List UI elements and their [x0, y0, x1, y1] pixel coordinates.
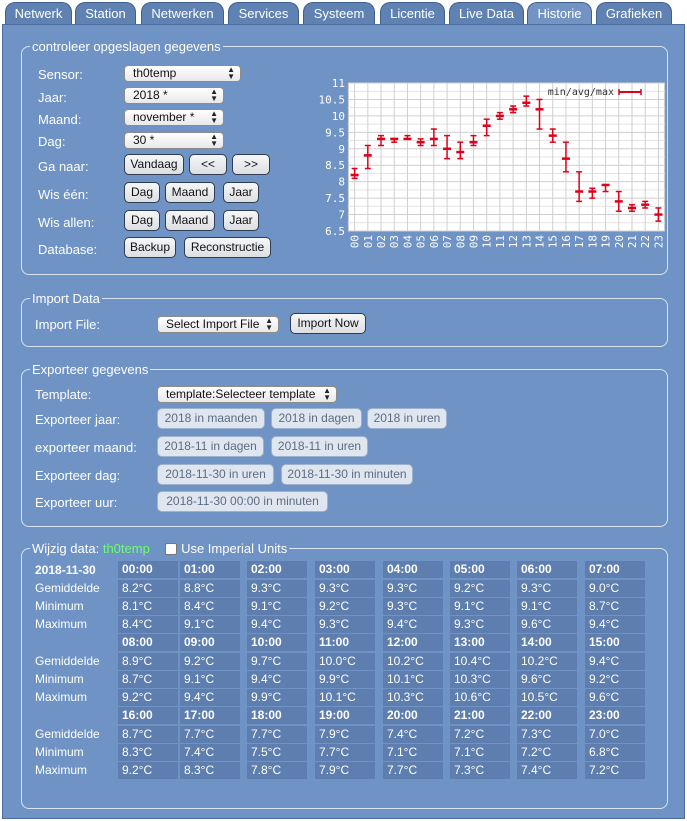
average-value-cell[interactable]: 8.7°C	[118, 726, 178, 743]
hour-header: 03:00	[315, 561, 375, 578]
maximum-value-cell[interactable]: 9.3°C	[450, 616, 510, 633]
average-value-cell[interactable]: 9.7°C	[247, 653, 307, 670]
minimum-value-cell[interactable]: 9.1°C	[247, 598, 307, 615]
x-tick-label: 09	[467, 235, 481, 249]
y-tick-label: 10.5	[318, 93, 345, 107]
x-tick-label: 17	[573, 235, 587, 249]
export-day-label: Exporteer dag:	[35, 468, 121, 483]
clear-one-day-button[interactable]: Dag	[124, 182, 160, 203]
export-legend: Exporteer gegevens	[32, 362, 149, 377]
x-tick-label: 18	[586, 235, 600, 249]
minimum-value-cell[interactable]: 8.3°C	[118, 744, 178, 761]
clear-all-label: Wis allen:	[38, 215, 95, 230]
minimum-value-cell[interactable]: 9.2°C	[585, 671, 645, 688]
tab-licentie[interactable]: Licentie	[380, 2, 445, 24]
x-tick-label: 23	[652, 235, 666, 249]
y-tick-label: 9.5	[325, 126, 345, 140]
tab-services[interactable]: Services	[228, 2, 299, 24]
average-value-cell[interactable]: 10.0°C	[315, 653, 375, 670]
row-label-minimum: Minimum	[35, 599, 84, 613]
export-hour-minutes-button[interactable]: 2018-11-30 00:00 in minuten	[157, 491, 328, 512]
minimum-value-cell[interactable]: 7.4°C	[180, 744, 240, 761]
clear-all-month-button[interactable]: Maand	[165, 210, 215, 231]
minimum-value-cell[interactable]: 7.2°C	[517, 744, 577, 761]
hour-header: 23:00	[585, 707, 645, 724]
average-value-cell[interactable]: 9.2°C	[180, 653, 240, 670]
maximum-value-cell[interactable]: 8.4°C	[118, 616, 178, 633]
year-select-value: 2018 *	[133, 88, 168, 102]
import-file-select-value: Select Import File	[166, 317, 260, 331]
average-value-cell[interactable]: 9.4°C	[585, 653, 645, 670]
minimum-value-cell[interactable]: 9.9°C	[315, 671, 375, 688]
maximum-value-cell[interactable]: 9.2°C	[118, 689, 178, 706]
today-button[interactable]: Vandaag	[124, 154, 184, 175]
y-tick-label: 7	[338, 208, 345, 222]
maximum-value-cell[interactable]: 9.4°C	[585, 616, 645, 633]
sensor-select[interactable]	[124, 65, 241, 82]
day-label: Dag:	[38, 134, 66, 149]
row-label-average: Gemiddelde	[35, 727, 100, 741]
maximum-value-cell[interactable]: 7.8°C	[247, 762, 307, 779]
tab-bar	[0, 0, 687, 24]
average-value-cell[interactable]: 9.3°C	[315, 580, 375, 597]
day-select-value: 30 *	[133, 133, 155, 147]
month-select-value: november *	[133, 110, 195, 124]
legend-label: min/avg/max	[547, 87, 614, 98]
y-tick-label: 7.5	[325, 192, 345, 206]
maximum-value-cell[interactable]: 7.7°C	[383, 762, 443, 779]
tab-netwerk[interactable]: Netwerk	[5, 2, 72, 24]
y-tick-label: 11	[331, 77, 345, 90]
export-month-label: exporteer maand:	[35, 440, 137, 455]
export-month-days-button[interactable]: 2018-11 in dagen	[157, 436, 264, 457]
temperature-chart	[318, 77, 666, 295]
tab-grafieken[interactable]: Grafieken	[596, 2, 672, 24]
hour-header: 18:00	[247, 707, 307, 724]
sensor-label: Sensor:	[38, 67, 83, 82]
minimum-value-cell[interactable]: 9.1°C	[517, 598, 577, 615]
average-value-cell[interactable]: 9.3°C	[383, 580, 443, 597]
select-arrows-icon: ▲ ▼	[323, 386, 331, 402]
maximum-value-cell[interactable]: 10.6°C	[450, 689, 510, 706]
tab-netwerken[interactable]: Netwerken	[141, 2, 224, 24]
maximum-value-cell[interactable]: 10.3°C	[383, 689, 443, 706]
y-tick-label: 10	[331, 109, 345, 123]
database-label: Database:	[38, 242, 98, 257]
edit-data-sensor: th0temp	[102, 541, 150, 556]
maximum-value-cell[interactable]: 9.1°C	[180, 616, 240, 633]
hour-header: 11:00	[315, 634, 375, 651]
minimum-value-cell[interactable]: 10.1°C	[383, 671, 443, 688]
x-tick-label: 08	[454, 235, 468, 249]
edit-data-legend-prefix: Wijzig data:	[32, 541, 100, 556]
x-tick-label: 22	[639, 235, 653, 249]
y-tick-label: 8.5	[325, 159, 345, 173]
day-select[interactable]	[124, 132, 224, 149]
hour-header: 08:00	[118, 634, 178, 651]
clear-all-year-button[interactable]: Jaar	[223, 210, 259, 231]
maximum-value-cell[interactable]: 9.4°C	[247, 616, 307, 633]
hour-header: 10:00	[247, 634, 307, 651]
x-tick-label: 03	[388, 235, 402, 249]
rebuild-button[interactable]: Reconstructie	[184, 237, 271, 258]
maximum-value-cell[interactable]: 9.6°C	[517, 616, 577, 633]
year-select[interactable]	[124, 87, 224, 104]
hour-header: 21:00	[450, 707, 510, 724]
maximum-value-cell[interactable]: 10.5°C	[517, 689, 577, 706]
import-now-button[interactable]: Import Now	[290, 313, 366, 334]
tab-station[interactable]: Station	[75, 2, 136, 24]
average-value-cell[interactable]: 10.2°C	[517, 653, 577, 670]
hour-header: 07:00	[585, 561, 645, 578]
hour-header: 04:00	[383, 561, 443, 578]
x-tick-label: 14	[533, 235, 547, 249]
next-button[interactable]: >>	[232, 154, 270, 175]
average-value-cell[interactable]: 9.0°C	[585, 580, 645, 597]
main-panel	[2, 24, 685, 819]
year-label: Jaar:	[38, 90, 67, 105]
average-value-cell[interactable]: 7.9°C	[315, 726, 375, 743]
average-value-cell[interactable]: 7.4°C	[383, 726, 443, 743]
hour-header: 09:00	[180, 634, 240, 651]
x-tick-label: 04	[401, 235, 415, 249]
average-value-cell[interactable]: 7.3°C	[517, 726, 577, 743]
export-hour-label: Exporteer uur:	[35, 495, 118, 510]
select-arrows-icon: ▲ ▼	[210, 109, 218, 125]
average-value-cell[interactable]: 9.2°C	[450, 580, 510, 597]
x-tick-label: 13	[520, 235, 534, 249]
x-tick-label: 02	[375, 235, 389, 249]
average-value-cell[interactable]: 10.2°C	[383, 653, 443, 670]
stored-data-legend: controleer opgeslagen gegevens	[32, 39, 221, 54]
hour-header: 05:00	[450, 561, 510, 578]
y-tick-label: 8	[338, 175, 345, 189]
maximum-value-cell[interactable]: 8.3°C	[180, 762, 240, 779]
maximum-value-cell[interactable]: 10.1°C	[315, 689, 375, 706]
imperial-units-label: Use Imperial Units	[181, 541, 288, 556]
edit-data-legend	[30, 541, 289, 556]
month-label: Maand:	[38, 112, 82, 127]
minimum-value-cell[interactable]: 9.4°C	[247, 671, 307, 688]
export-year-label: Exporteer jaar:	[35, 412, 121, 427]
hour-header: 06:00	[517, 561, 577, 578]
average-value-cell[interactable]: 8.2°C	[118, 580, 178, 597]
minimum-value-cell[interactable]: 7.5°C	[247, 744, 307, 761]
average-value-cell[interactable]: 8.9°C	[118, 653, 178, 670]
minimum-value-cell[interactable]: 8.7°C	[585, 598, 645, 615]
export-year-hours-button[interactable]: 2018 in uren	[367, 408, 447, 429]
maximum-value-cell[interactable]: 7.4°C	[517, 762, 577, 779]
minimum-value-cell[interactable]: 8.1°C	[118, 598, 178, 615]
y-tick-label: 9	[338, 142, 345, 156]
x-tick-label: 11	[493, 235, 507, 249]
row-label-maximum: Maximum	[35, 690, 88, 704]
hour-header: 17:00	[180, 707, 240, 724]
minimum-value-cell[interactable]: 9.1°C	[180, 671, 240, 688]
hour-header: 12:00	[383, 634, 443, 651]
row-label-minimum: Minimum	[35, 745, 84, 759]
x-tick-label: 00	[348, 235, 362, 249]
select-arrows-icon: ▲ ▼	[210, 132, 218, 148]
hour-header: 14:00	[517, 634, 577, 651]
minimum-value-cell[interactable]: 7.1°C	[450, 744, 510, 761]
backup-button[interactable]: Backup	[124, 237, 176, 258]
x-tick-label: 15	[546, 235, 560, 249]
hour-header: 01:00	[180, 561, 240, 578]
minimum-value-cell[interactable]: 10.3°C	[450, 671, 510, 688]
import-file-label: Import File:	[35, 317, 101, 332]
x-tick-label: 16	[559, 235, 573, 249]
average-value-cell[interactable]: 7.2°C	[450, 726, 510, 743]
average-value-cell[interactable]: 7.7°C	[180, 726, 240, 743]
hour-header: 02:00	[247, 561, 307, 578]
maximum-value-cell[interactable]: 7.2°C	[585, 762, 645, 779]
minimum-value-cell[interactable]: 8.7°C	[118, 671, 178, 688]
y-tick-label: 6.5	[325, 225, 345, 238]
select-arrows-icon: ▲ ▼	[265, 316, 273, 332]
tab-live-data[interactable]: Live Data	[449, 2, 524, 24]
x-tick-label: 19	[599, 235, 613, 249]
minimum-value-cell[interactable]: 6.8°C	[585, 744, 645, 761]
average-value-cell[interactable]: 9.3°C	[517, 580, 577, 597]
hour-header: 15:00	[585, 634, 645, 651]
sensor-select-value: th0temp	[133, 66, 177, 80]
export-day-hours-button[interactable]: 2018-11-30 in uren	[157, 464, 274, 485]
previous-button[interactable]: <<	[189, 154, 227, 175]
select-arrows-icon: ▲ ▼	[210, 87, 218, 103]
minimum-value-cell[interactable]: 7.1°C	[383, 744, 443, 761]
row-label-average: Gemiddelde	[35, 654, 100, 668]
hour-header: 13:00	[450, 634, 510, 651]
minimum-value-cell[interactable]: 9.2°C	[315, 598, 375, 615]
clear-one-label: Wis één:	[38, 187, 89, 202]
tab-systeem[interactable]: Systeem	[303, 2, 375, 24]
minimum-value-cell[interactable]: 9.6°C	[517, 671, 577, 688]
import-legend: Import Data	[32, 291, 100, 306]
maximum-value-cell[interactable]: 9.3°C	[315, 616, 375, 633]
export-year-days-button[interactable]: 2018 in dagen	[271, 408, 362, 429]
x-tick-label: 21	[625, 235, 639, 249]
maximum-value-cell[interactable]: 9.4°C	[383, 616, 443, 633]
clear-one-month-button[interactable]: Maand	[165, 182, 215, 203]
export-month-hours-button[interactable]: 2018-11 in uren	[271, 436, 368, 457]
maximum-value-cell[interactable]: 9.9°C	[247, 689, 307, 706]
select-arrows-icon: ▲ ▼	[227, 65, 235, 81]
x-tick-label: 10	[480, 235, 494, 249]
maximum-value-cell[interactable]: 9.2°C	[118, 762, 178, 779]
imperial-units-checkbox[interactable]	[165, 543, 177, 555]
x-tick-label: 06	[427, 235, 441, 249]
hour-header: 19:00	[315, 707, 375, 724]
x-tick-label: 05	[414, 235, 428, 249]
x-tick-label: 01	[361, 235, 375, 249]
minimum-value-cell[interactable]: 7.7°C	[315, 744, 375, 761]
clear-all-day-button[interactable]: Dag	[124, 210, 160, 231]
hour-header: 20:00	[383, 707, 443, 724]
export-year-months-button[interactable]: 2018 in maanden	[157, 408, 265, 429]
clear-one-year-button[interactable]: Jaar	[223, 182, 259, 203]
template-select-value: template:Selecteer template	[166, 387, 316, 401]
month-select[interactable]	[124, 109, 224, 126]
minimum-value-cell[interactable]: 8.4°C	[180, 598, 240, 615]
template-label: Template:	[35, 387, 92, 402]
average-value-cell[interactable]: 8.8°C	[180, 580, 240, 597]
maximum-value-cell[interactable]: 9.6°C	[585, 689, 645, 706]
average-value-cell[interactable]: 9.3°C	[247, 580, 307, 597]
row-label-average: Gemiddelde	[35, 581, 100, 595]
average-value-cell[interactable]: 7.0°C	[585, 726, 645, 743]
table-date: 2018-11-30	[35, 563, 96, 577]
maximum-value-cell[interactable]: 7.9°C	[315, 762, 375, 779]
export-day-minutes-button[interactable]: 2018-11-30 in minuten	[281, 464, 413, 485]
maximum-value-cell[interactable]: 9.4°C	[180, 689, 240, 706]
hour-header: 00:00	[118, 561, 178, 578]
hour-header: 16:00	[118, 707, 178, 724]
goto-label: Ga naar:	[38, 159, 89, 174]
hour-header: 22:00	[517, 707, 577, 724]
maximum-value-cell[interactable]: 7.3°C	[450, 762, 510, 779]
tab-historie[interactable]: Historie	[527, 2, 592, 24]
minimum-value-cell[interactable]: 9.1°C	[450, 598, 510, 615]
x-tick-label: 20	[612, 235, 626, 249]
row-label-minimum: Minimum	[35, 672, 84, 686]
row-label-maximum: Maximum	[35, 763, 88, 777]
row-label-maximum: Maximum	[35, 617, 88, 631]
minimum-value-cell[interactable]: 9.3°C	[383, 598, 443, 615]
average-value-cell[interactable]: 10.4°C	[450, 653, 510, 670]
template-select[interactable]	[157, 386, 337, 403]
import-file-select[interactable]	[157, 316, 279, 333]
x-tick-label: 07	[441, 235, 455, 249]
average-value-cell[interactable]: 7.7°C	[247, 726, 307, 743]
x-tick-label: 12	[507, 235, 521, 249]
